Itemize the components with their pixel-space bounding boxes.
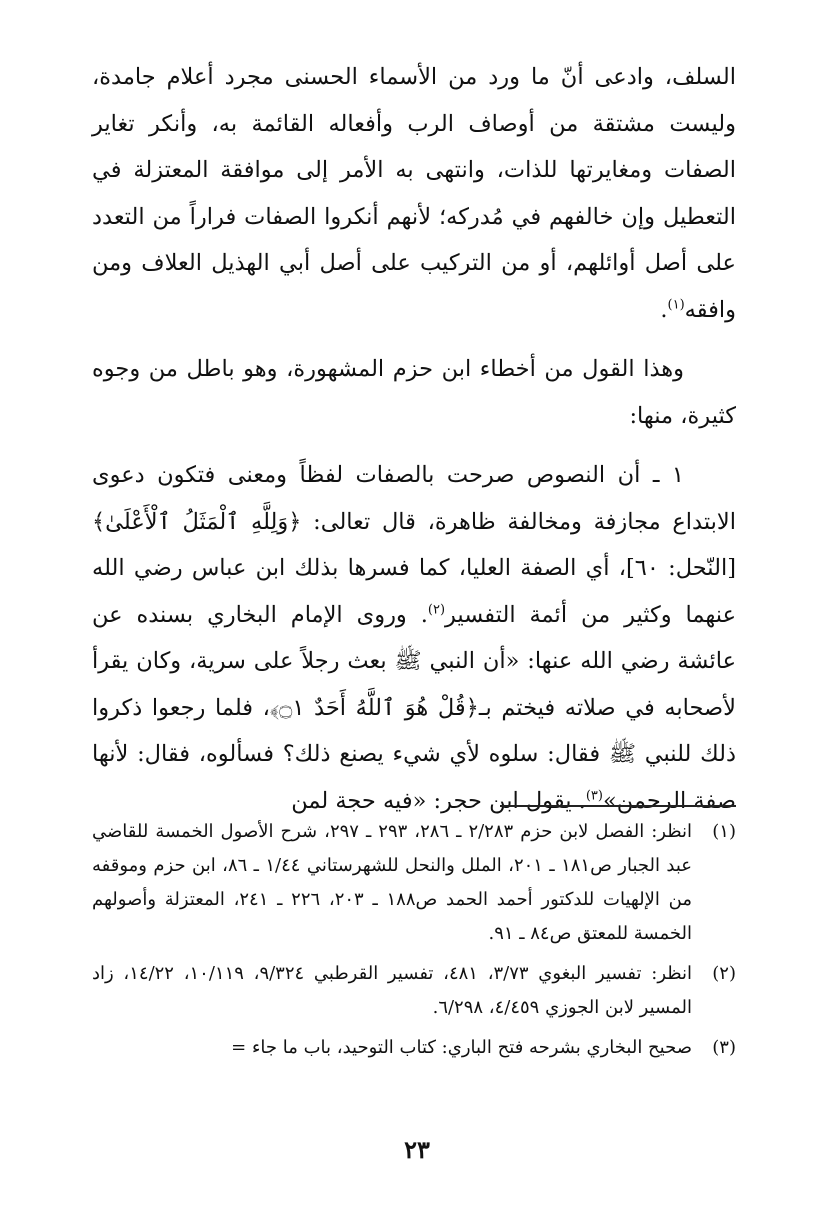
- footnote-ref-1[interactable]: (١): [667, 297, 685, 312]
- footnote-1: [92, 815, 736, 951]
- page-number: ٢٣: [404, 1135, 430, 1164]
- paragraph-3: [92, 452, 736, 824]
- paragraph-3-text-a: ١ ـ أن النصوص صرحت بالصفات لفظاً ومعنى فتكون دعوى الابتداع مجازفة ومخالفة ظاهرة، قال تعالى: ﴿وَلِلَّهِ ٱلْمَثَلُ ٱلْأَعْلَىٰ﴾ [النّحل: ٦٠]، أي الصفة العليا، كما فسرها بذلك ابن عباس رضي الله عنهما وكثير من أئمة التفسير: [92, 462, 736, 628]
- footnote-divider: [500, 805, 736, 807]
- footnote-text: انظر: تفسير البغوي ٣/٧٣، ٤٨١، تفسير القرطبي ٩/٣٢٤، ١٠/١١٩، ١٤/٢٢، زاد المسير لابن الجوزي ٤/٤٥٩، ٦/٢٩٨.: [92, 963, 693, 1018]
- footnote-ref-3[interactable]: (٣): [585, 788, 603, 803]
- footnote-2: [92, 957, 736, 1025]
- footnote-number: (٢): [712, 963, 736, 984]
- footnote-text: صحيح البخاري بشرحه فتح الباري: كتاب التوحيد، باب ما جاء =: [231, 1037, 692, 1058]
- paragraph-2-text: وهذا القول من أخطاء ابن حزم المشهورة، وهو باطل من وجوه كثيرة، منها:: [92, 356, 736, 429]
- paragraph-1-text-a: السلف، وادعى أنّ ما ورد من الأسماء الحسنى مجرد أعلام جامدة، وليست مشتقة من أوصاف الرب وأفعاله القائمة به، وأنكر تغاير الصفات ومغايرتها للذات، وانتهى به الأمر إلى موافقة المعتزلة في التعطيل وإن خالفهم في مُدركه؛ لأنهم أنكروا الصفات فراراً من التعدد على أصل أوائلهم، أو من التركيب على أصل أبي الهذيل العلاف ومن وافقه: [92, 64, 736, 323]
- paragraph-2: [92, 346, 736, 439]
- footnote-number: (١): [712, 821, 736, 842]
- paragraph-3-text-b: . وروى الإمام البخاري بسنده عن عائشة رضي الله عنها: «أن النبي ﷺ بعث رجلاً على سرية، وكان يقرأ لأصحابه في صلاته فيختم بـ﴿قُلْ هُوَ ٱللَّهُ أَحَدٌ ۝١﴾، فلما رجعوا ذكروا ذلك للنبي ﷺ فقال: سلوه لأي شيء يصنع ذلك؟ فسألوه، فقال: لأنها صفة الرحمن»: [92, 601, 736, 814]
- paragraph-1-text-b: .: [660, 296, 668, 323]
- footnote-3: [92, 1031, 736, 1065]
- paragraph-1: [92, 54, 736, 333]
- footnote-number: (٣): [712, 1037, 736, 1058]
- footnotes: [92, 815, 736, 1071]
- footnote-text: انظر: الفصل لابن حزم ٢/٢٨٣ ـ ٢٨٦، ٢٩٣ ـ ٢٩٧، شرح الأصول الخمسة للقاضي عبد الجبار ص١٨١ ـ ٢٠١، الملل والنحل للشهرستاني ١/٤٤ ـ ٨٦، ابن حزم وموقفه من الإلهيات للدكتور أحمد الحمد ص١٨٨ ـ ٢٠٣، ٢٢٦ ـ ٢٤١، المعتزلة وأصولهم الخمسة للمعتق ص٨٤ ـ ٩١.: [92, 821, 693, 944]
- main-text: [92, 54, 736, 824]
- paragraph-3-text-c: . يقول ابن حجر: «فيه حجة لمن: [291, 787, 586, 814]
- footnote-ref-2[interactable]: (٢): [427, 602, 446, 617]
